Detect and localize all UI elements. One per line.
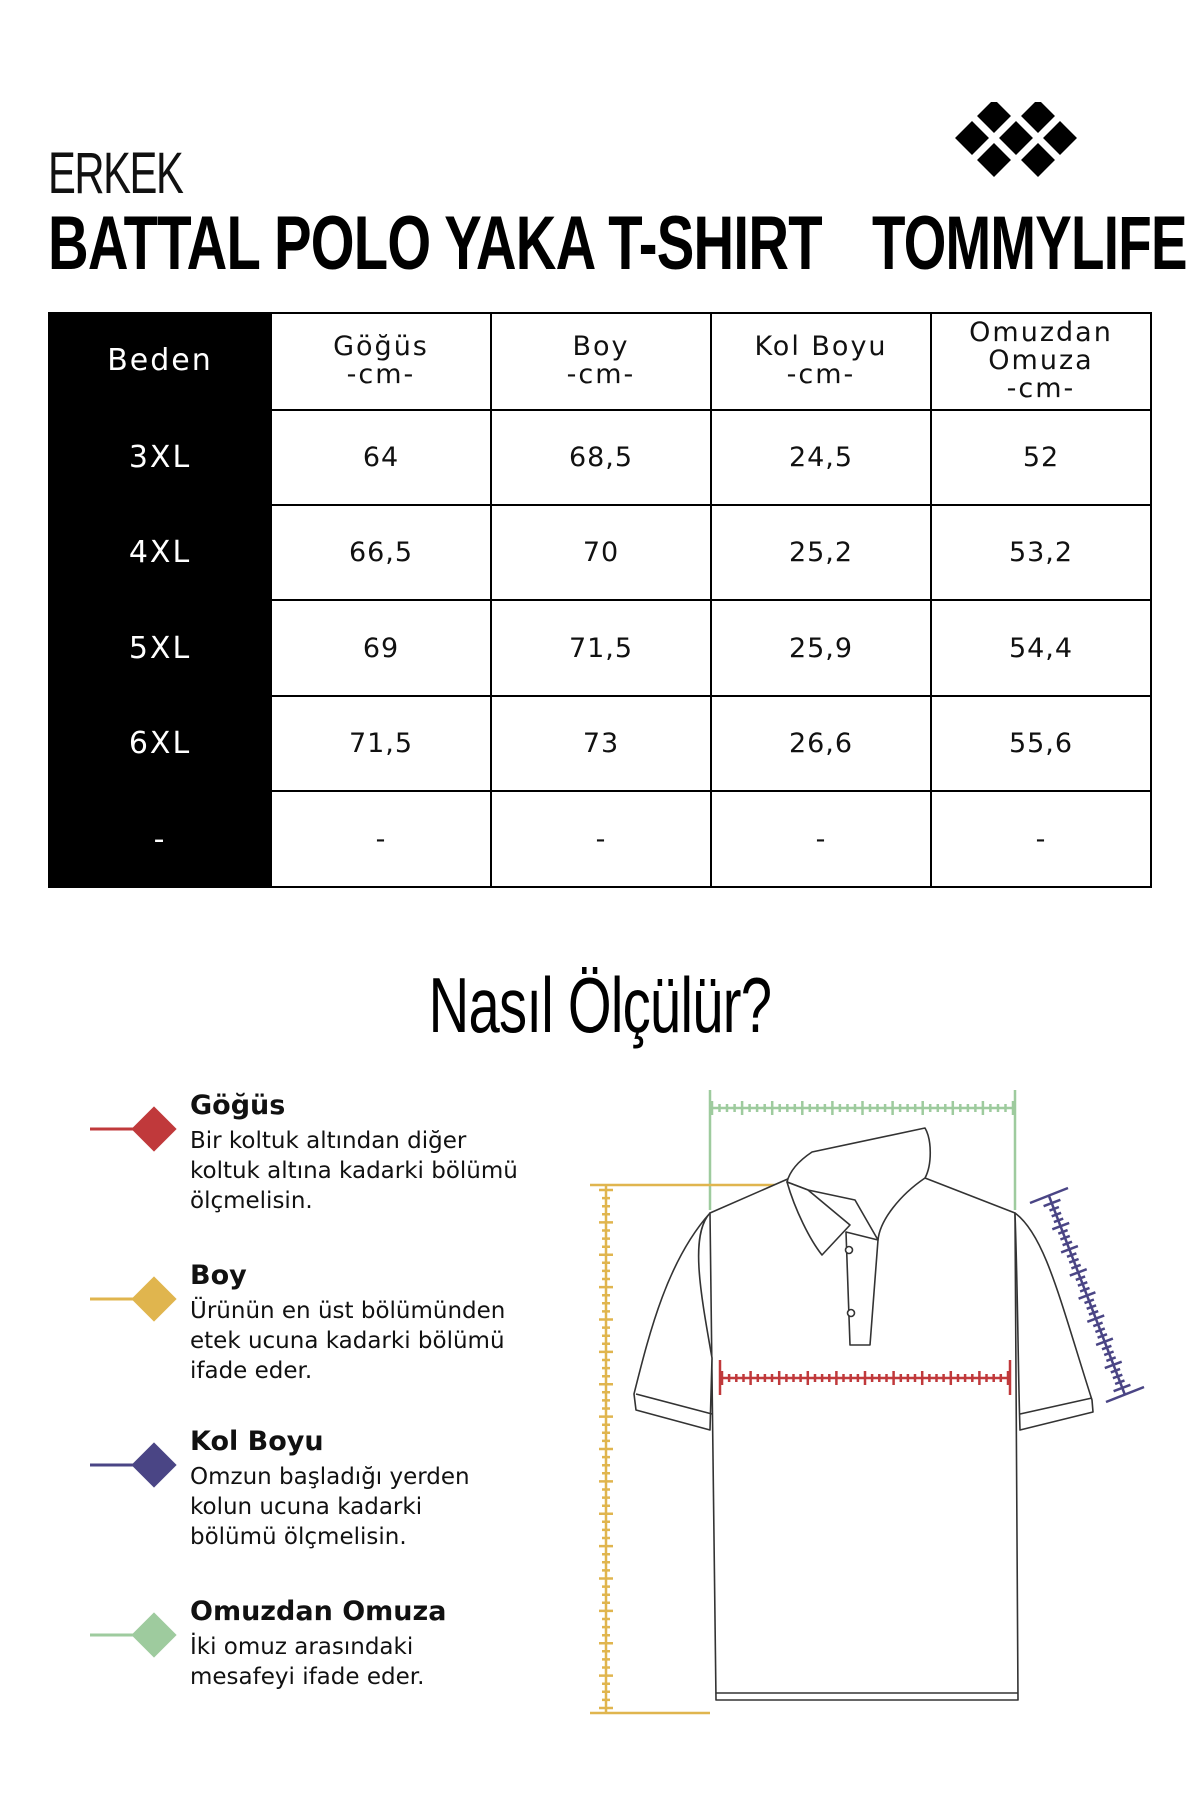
length-cell: 73	[491, 696, 711, 791]
legend-heading: Kol Boyu	[190, 1426, 324, 1457]
sleeve-cell: -	[711, 791, 931, 887]
chest-cell: 64	[271, 410, 491, 505]
sleeve-cell: 26,6	[711, 696, 931, 791]
length-cell: -	[491, 791, 711, 887]
brand-logo-icon	[946, 102, 1086, 192]
legend-description: Bir koltuk altından diğer koltuk altına kadarki bölümü ölçmelisin.	[190, 1128, 518, 1214]
length-cell: 68,5	[491, 410, 711, 505]
product-category: ERKEK	[48, 141, 183, 206]
size-chart-table	[48, 312, 1152, 888]
sleeve-cell: 25,9	[711, 600, 931, 695]
column-header-size: Beden	[49, 313, 271, 410]
sleeve-cell: 25,2	[711, 505, 931, 600]
column-header-length: Boy -cm-	[491, 313, 711, 410]
legend-heading: Omuzdan Omuza	[190, 1596, 447, 1627]
length-cell: 70	[491, 505, 711, 600]
brand-name: TOMMYLIFE	[872, 201, 1187, 286]
column-header-chest: Göğüs -cm-	[271, 313, 491, 410]
howto-title: Nasıl Ölçülür?	[428, 961, 772, 1049]
sleeve-cell: 24,5	[711, 410, 931, 505]
shoulder-cell: 53,2	[931, 505, 1151, 600]
chest-cell: -	[271, 791, 491, 887]
diamond-marker-icon	[90, 1612, 180, 1658]
column-header-sleeve: Kol Boyu -cm-	[711, 313, 931, 410]
size-cell: 3XL	[49, 410, 271, 505]
shoulder-cell: -	[931, 791, 1151, 887]
shirt-outline	[634, 1128, 1093, 1700]
size-cell: 4XL	[49, 505, 271, 600]
legend-description: Omzun başladığı yerden kolun ucuna kadarki bölümü ölçmelisin.	[190, 1464, 470, 1550]
shoulder-cell: 55,6	[931, 696, 1151, 791]
diamond-marker-icon	[90, 1276, 180, 1322]
shoulder-cell: 54,4	[931, 600, 1151, 695]
table-row	[49, 791, 1151, 887]
legend-description: Ürünün en üst bölümünden etek ucuna kadarki bölümü ifade eder.	[190, 1298, 506, 1384]
table-row	[49, 600, 1151, 695]
table-header-row	[49, 313, 1151, 410]
chest-cell: 69	[271, 600, 491, 695]
table-row	[49, 696, 1151, 791]
size-cell: -	[49, 791, 271, 887]
legend-heading: Boy	[190, 1260, 247, 1291]
product-title: BATTAL POLO YAKA T-SHIRT	[48, 201, 822, 286]
size-cell: 6XL	[49, 696, 271, 791]
diamond-marker-icon	[90, 1106, 180, 1152]
polo-shirt-diagram	[580, 1075, 1160, 1735]
table-row	[49, 410, 1151, 505]
legend-heading: Göğüs	[190, 1090, 286, 1121]
chest-cell: 71,5	[271, 696, 491, 791]
length-cell: 71,5	[491, 600, 711, 695]
diamond-marker-icon	[90, 1442, 180, 1488]
legend-description: İki omuz arasındaki mesafeyi ifade eder.	[190, 1634, 425, 1690]
size-cell: 5XL	[49, 600, 271, 695]
column-header-shoulder: Omuzdan Omuza -cm-	[931, 313, 1151, 410]
table-row	[49, 505, 1151, 600]
shoulder-cell: 52	[931, 410, 1151, 505]
chest-cell: 66,5	[271, 505, 491, 600]
